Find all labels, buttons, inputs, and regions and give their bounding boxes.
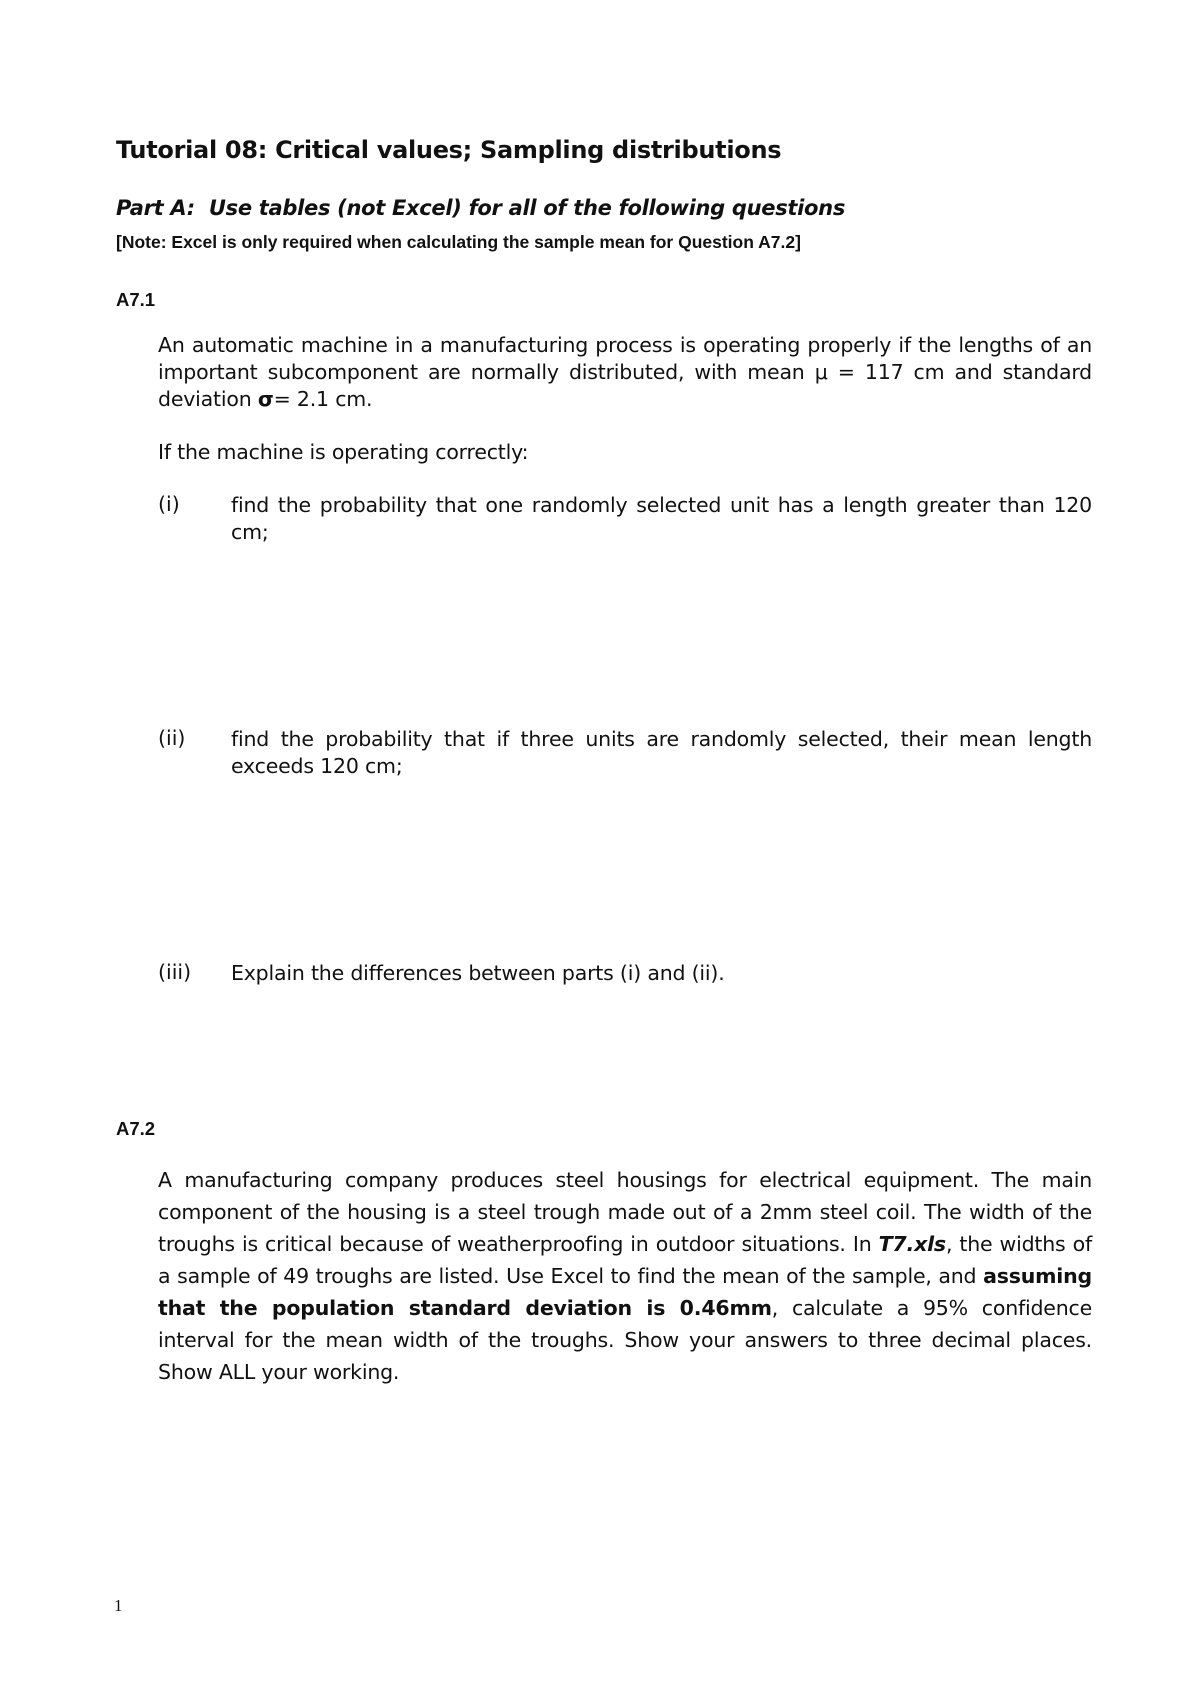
intro-text-b: = 117 cm and standard deviation <box>158 360 1092 411</box>
intro-text-a: An automatic machine in a manufacturing process is operating properly if the lengths of an important subcomponent are normally distributed, with mean <box>158 333 1092 384</box>
mu-symbol: μ <box>814 360 828 384</box>
item-label-iii: (iii) <box>158 960 192 984</box>
q72-bold-assumption: assuming that the population standard deviation is 0.46mm <box>158 1264 1092 1320</box>
q72-text-b: , the widths of a sample of 49 troughs are listed. Use Excel to find the mean of the sample, and <box>158 1232 1092 1288</box>
part-a-label: Part A: <box>116 196 195 220</box>
item-text-ii: find the probability that if three units are randomly selected, their mean length exceeds 120 cm; <box>231 727 1092 778</box>
item-label-i: (i) <box>158 492 180 516</box>
part-a-heading <box>116 196 845 220</box>
question-a7-1-intro <box>158 332 1092 413</box>
page-number: 1 <box>114 1596 123 1615</box>
item-text-i: find the probability that one randomly selected unit has a length greater than 120 cm; <box>231 493 1092 544</box>
file-name: T7.xls <box>878 1232 946 1256</box>
part-a-instruction: Use tables (not Excel) for all of the following questions <box>208 196 846 220</box>
question-a7-2-text <box>158 1164 1092 1388</box>
q72-text-c: , calculate a 95% confidence interval for the mean width of the troughs. Show your answers to three decimal places. Show ALL your working. <box>158 1296 1092 1384</box>
question-a7-2-heading: A7.2 <box>116 1118 156 1139</box>
item-text-iii: Explain the differences between parts (i) and (ii). <box>231 961 725 985</box>
question-a7-1-heading: A7.1 <box>116 289 156 310</box>
item-label-ii: (ii) <box>158 726 186 750</box>
sigma-symbol: σ <box>257 387 274 411</box>
intro-text-c: = 2.1 cm. <box>273 387 373 411</box>
q72-text-a: A manufacturing company produces steel housings for electrical equipment. The main component of the housing is a steel trough made out of a 2mm steel coil. The width of the troughs is critical because of weatherproofing in outdoor situations. In <box>158 1168 1092 1256</box>
part-a-note: [Note: Excel is only required when calculating the sample mean for Question A7.2] <box>116 232 801 252</box>
question-a7-1-condition: If the machine is operating correctly: <box>158 440 529 464</box>
page-title: Tutorial 08: Critical values; Sampling distributions <box>116 136 782 164</box>
